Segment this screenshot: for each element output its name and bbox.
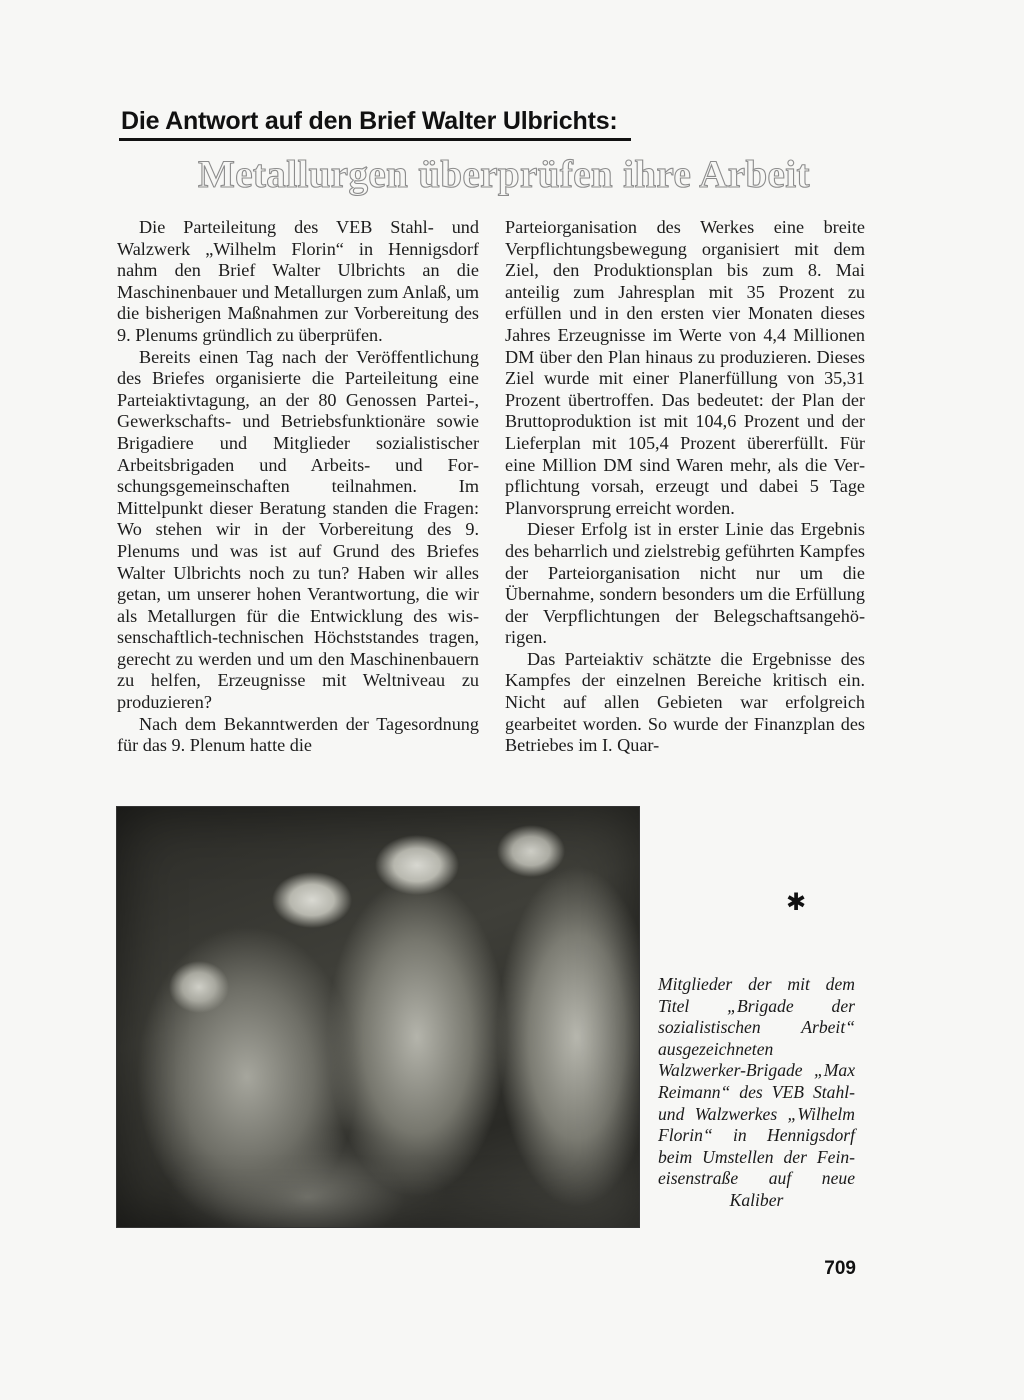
- photo-caption: Mitglieder der mit dem Titel „Brigade der sozialistischen Arbeit“ ausgezeichneten Walzwerker-Brigade „Max Reimann“ des VEB Stahl- und Walzwerkes „Wilhelm Florin“ in Hennigsdorf beim Umstellen der Feineisenstraße auf neue Kaliber: [658, 974, 855, 1210]
- paragraph: Die Parteileitung des VEB Stahl- und Walzwerk „Wilhelm Florin“ in Hennigsdorf nahm den Brief Walter Ulbrichts an die Maschinenbauer und Metallurgen zum Anlaß, um die bisherigen Maßnahmen zur Vorbereitung des 9. Plenums gründlich zu überprüfen.: [117, 217, 479, 345]
- star-ornament-icon: ✱: [785, 888, 807, 916]
- section-kicker: Die Antwort auf den Brief Walter Ulbrichts:: [121, 107, 618, 135]
- photo-vignette: [117, 807, 639, 1227]
- paragraph: Dieser Erfolg ist in erster Linie das Ergebnis des beharrlich und zielstrebig geführten Kampfes der Parteiorganisation nicht nur um die Übernahme, sondern besonders um die Erfüllung der Verpflichtungen der Belegschaftsangehörigen.: [505, 519, 865, 648]
- kicker-underline: [119, 138, 631, 141]
- paragraph: Nach dem Bekanntwerden der Tagesordnung für das 9. Plenum hatte die: [117, 713, 479, 756]
- paragraph: Parteiorganisation des Werkes eine breite Verpflichtungsbewegung organisiert mit dem Ziel, den Produktionsplan bis zum 8. Mai anteilig zum Jahresplan mit 35 Prozent zu erfüllen und in den ersten vier Monaten dieses Jahres Erzeugnisse im Werte von 4,4 Millionen DM über den Plan hinaus zu produzieren. Dieses Ziel wurde mit einer Planerfüllung von 35,31 Prozent übertroffen. Das bedeutet: der Plan der Bruttoproduktion ist mit 104,6 Prozent und der Lieferplan mit 105,4 Prozent übererfüllt. Für eine Million DM sind Waren mehr, als die Verpflichtung vorsah, erzeugt und dabei 5 Tage Planvorsprung erreicht worden.: [505, 217, 865, 518]
- paragraph: Das Parteiaktiv schätzte die Ergebnisse des Kampfes der einzelnen Bereiche kritisch ein. Nicht auf allen Gebieten war erfolgreich gearbeitet worden. So wurde der Finanzplan des Betriebes im I. Quar-: [505, 648, 865, 756]
- paragraph: Bereits einen Tag nach der Veröffentlichung des Briefes organisierte die Parteileitung eine Parteiaktivtagung, an der 80 Genossen Partei-, Gewerkschafts- und Betriebsfunktionäre sowie Brigadiere und Mitglieder sozialistischer Arbeitsbrigaden und Arbeits- und Forschungsgemeinschaften teilnahmen. Im Mittelpunkt dieser Beratung standen die Fragen: Wo stehen wir in der Vorbereitung des 9. Plenums und was ist auf Grund des Briefes Walter Ulbrichts noch zu tun? Haben wir alles getan, um unserer hohen Verantwortung, die wir als Metallurgen für die Entwicklung des wissenschaftlich-technischen Höchststandes tragen, gerecht zu werden und um den Maschinenbauern zu helfen, Erzeugnisse mit Weltniveau zu produzieren?: [117, 346, 479, 713]
- article-column-left: [117, 217, 479, 757]
- article-column-right: [505, 217, 865, 757]
- page-number: 709: [824, 1258, 856, 1279]
- article-headline: Metallurgen überprüfen ihre Arbeit: [198, 153, 810, 196]
- brigade-photo: [116, 806, 640, 1228]
